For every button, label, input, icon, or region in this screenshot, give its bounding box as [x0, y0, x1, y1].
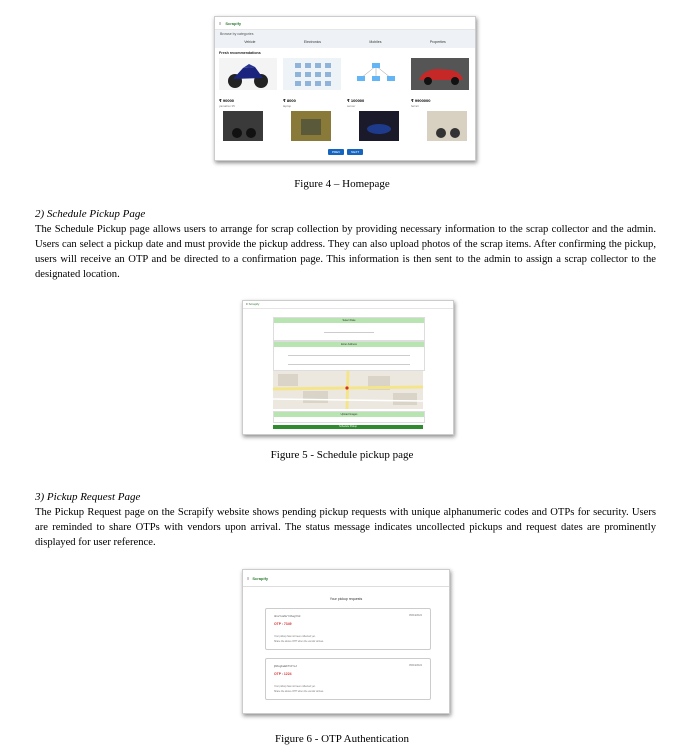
- listing-card[interactable]: [219, 58, 277, 108]
- card-price: ₹ 9900000: [411, 98, 431, 103]
- section3-paragraph: The Pickup Request page on the Scrapify website shows pending pickup requests with unique alphanumeric codes and OTPs for security. Users are reminded to share OTPs with vendors upon arrival. The status message indicates uncollected pickups and request dates are prominently displayed for user reference.: [35, 507, 656, 548]
- next-button[interactable]: NEXT: [347, 149, 363, 155]
- address-header: Enter Address: [274, 342, 424, 347]
- figure-schedule-pickup-screenshot: [242, 300, 454, 435]
- bike-photo: [427, 111, 467, 141]
- figure6-caption: Figure 6 - OTP Authentication: [274, 733, 410, 745]
- status-message: Your pickup has not been collected yet.: [274, 685, 316, 688]
- menu-icon[interactable]: ≡: [219, 20, 222, 26]
- menu-icon[interactable]: ≡: [246, 302, 249, 306]
- app-header: [243, 570, 449, 587]
- page-title: Your pickup requests: [329, 597, 363, 601]
- network-diagram-image: [347, 58, 405, 90]
- browse-label: Browse by categories: [220, 32, 254, 36]
- card-title: ferrari: [411, 104, 419, 108]
- date-input[interactable]: [324, 328, 374, 333]
- fresh-heading: Fresh recommendations: [219, 51, 261, 55]
- app-header: [243, 301, 453, 309]
- bike-photo: [223, 111, 263, 141]
- figure5-caption: Figure 5 - Schedule pickup page: [270, 449, 414, 461]
- motorbike-image: [219, 58, 277, 90]
- card-title: laptop: [283, 104, 292, 108]
- section2-paragraph: The Schedule Pickup page allows users to arrange for scrap collection by providing necessary information to the scrap collector and the admin. Users can select a pickup date and must provide the pickup address. They can also upload photos of the scrap items. After confirming the pickup, users will receive an OTP and be directed to a confirmation page. This information is then sent to the admin to assign a scrap collector to the designated location.: [35, 224, 656, 280]
- request-code: t2xuYxa6uYrthagYtid: [274, 614, 301, 618]
- request-code: jl9hxgbeEFTrdYsJ: [274, 664, 297, 668]
- category-bar: [215, 30, 475, 48]
- map-view[interactable]: [273, 371, 423, 409]
- car-image: [411, 58, 469, 90]
- listing-card[interactable]: [347, 58, 405, 108]
- pickup-request-card: [265, 608, 431, 650]
- otp-label: OTP : 1224: [274, 672, 292, 676]
- upload-section: [273, 411, 425, 423]
- pickup-request-card: [265, 658, 431, 700]
- card-title: yamaha r15: [219, 104, 235, 108]
- upload-header: Upload Images: [274, 412, 424, 417]
- figure-homepage-screenshot: [214, 16, 476, 161]
- section3-title: 3) Pickup Request Page: [35, 491, 141, 503]
- category-mobiles[interactable]: Mobiles: [369, 40, 382, 44]
- category-properties[interactable]: Properties: [429, 40, 446, 44]
- prev-button[interactable]: PREV: [328, 149, 344, 155]
- app-title: Scrapify: [225, 20, 242, 26]
- category-electronics[interactable]: Electronics: [303, 40, 321, 44]
- category-vehicle[interactable]: Vehicle: [244, 40, 256, 44]
- address-input[interactable]: [288, 360, 410, 365]
- card-title: server: [347, 104, 356, 108]
- app-title: Scrapify: [248, 302, 260, 306]
- car-photo: [359, 111, 399, 141]
- card-price: ₹ 8000: [283, 98, 296, 103]
- diagram-image: [283, 58, 341, 90]
- address-input[interactable]: [288, 351, 410, 356]
- status-message: Your pickup has not been collected yet.: [274, 635, 316, 638]
- app-header: [215, 17, 475, 30]
- figure4-caption: Figure 4 – Homepage: [294, 178, 390, 190]
- menu-icon[interactable]: ≡: [247, 575, 250, 581]
- request-date: 05/04/2024: [409, 614, 422, 617]
- address-section: [273, 341, 425, 371]
- request-date: 05/04/2024: [409, 664, 422, 667]
- schedule-pickup-button[interactable]: Schedule Pickup: [273, 425, 423, 429]
- bike-photo: [291, 111, 331, 141]
- section2-title: 2) Schedule Pickup Page: [35, 208, 146, 220]
- date-section: [273, 317, 425, 341]
- card-price: ₹ 90000: [219, 98, 235, 103]
- listing-card[interactable]: [283, 58, 341, 108]
- app-title: Scrapify: [252, 575, 269, 581]
- instruction-message: Share the above OTP when the vendor arrives.: [274, 640, 324, 643]
- instruction-message: Share the above OTP when the vendor arrives.: [274, 690, 324, 693]
- date-header: Select Date: [274, 318, 424, 323]
- otp-label: OTP : 7349: [274, 622, 292, 626]
- figure-pickup-requests-screenshot: [242, 569, 450, 714]
- listing-card[interactable]: [411, 58, 469, 108]
- card-price: ₹ 100000: [347, 98, 365, 103]
